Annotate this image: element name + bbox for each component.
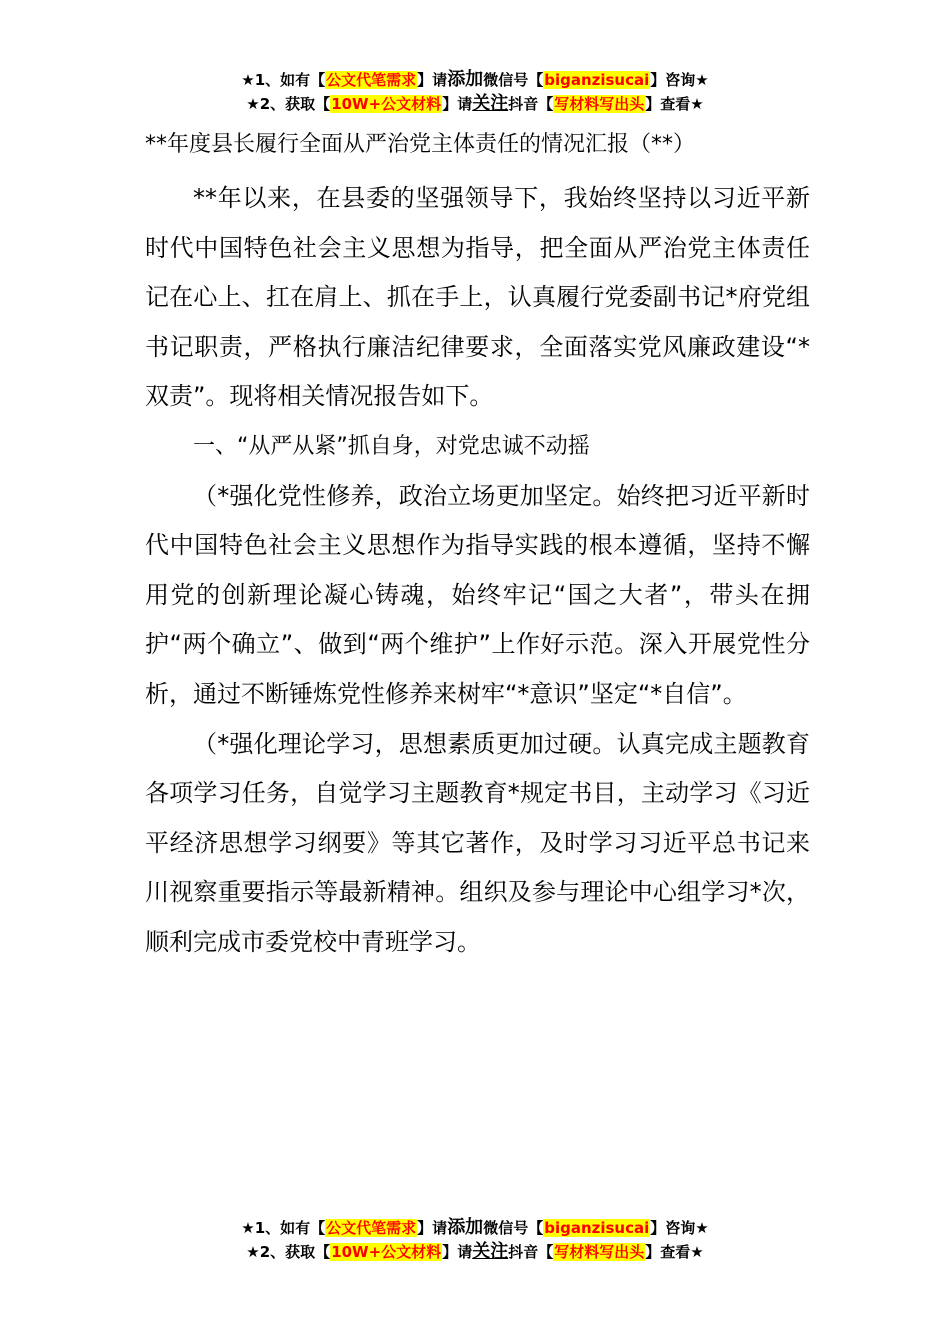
banner-text: 】咨询★ (650, 1219, 709, 1237)
document-title: **年度县长履行全面从严治党主体责任的情况汇报（**） (145, 132, 696, 157)
banner-text: 抖音【 (508, 1243, 554, 1261)
banner-emphasis: 添加 (447, 1217, 484, 1238)
banner-text: 】查看★ (645, 95, 704, 113)
paragraph-1: （*强化党性修养，政治立场更加坚定。始终把习近平新时代中国特色社会主义思想作为指导实践的根本遵循，坚持不懈用党的创新理论凝心铸魂，始终牢记“国之大者”，带头在拥护“两个确立”、做到“两个维护”上作好示范。深入开展党性分析，通过不断锤炼党性修养来树牢“*意识”坚定“*自信”。 (145, 481, 810, 708)
banner-line-1 (0, 1216, 950, 1240)
banner-text: 2、获取【 (259, 1243, 331, 1261)
banner-highlight: 10W+公文材料 (331, 1243, 442, 1261)
banner-text: 】咨询★ (650, 71, 709, 89)
banner-text: 1、如有【 (254, 71, 326, 89)
banner-emphasis: 关注 (472, 93, 509, 114)
star-icon: ★ (241, 1219, 255, 1237)
banner-line-1 (0, 68, 950, 92)
bottom-banner (0, 1216, 950, 1264)
intro-paragraph: **年以来，在县委的坚强领导下，我始终坚持以习近平新时代中国特色社会主义思想为指导，把全面从严治党主体责任记在心上、扛在肩上、抓在手上，认真履行党委副书记*府党组书记职责，严格执行廉洁纪律要求，全面落实党风廉政建设“*双责”。现将相关情况报告如下。 (145, 184, 810, 411)
top-banner (0, 68, 950, 116)
banner-text: 微信号【 (483, 1219, 544, 1237)
wechat-id-highlight: biganzisucai (544, 71, 650, 89)
section-heading-1: 一、“从严从紧”抓自身，对党忠诚不动摇 (193, 433, 590, 459)
banner-text: 】请 (417, 1219, 448, 1237)
banner-text: 微信号【 (483, 71, 544, 89)
star-icon: ★ (246, 95, 260, 113)
douyin-highlight: 写材料写出头 (554, 95, 645, 113)
banner-emphasis: 关注 (472, 1241, 509, 1262)
banner-text: 1、如有【 (254, 1219, 326, 1237)
banner-text: 抖音【 (508, 95, 554, 113)
banner-text: 】请 (442, 95, 473, 113)
banner-highlight: 公文代笔需求 (326, 71, 417, 89)
banner-text: 】请 (417, 71, 448, 89)
banner-highlight: 10W+公文材料 (331, 95, 442, 113)
banner-text: 】查看★ (645, 1243, 704, 1261)
star-icon: ★ (241, 71, 255, 89)
banner-line-2 (0, 92, 950, 116)
banner-line-2 (0, 1240, 950, 1264)
banner-text: 2、获取【 (259, 95, 331, 113)
banner-highlight: 公文代笔需求 (326, 1219, 417, 1237)
paragraph-2: （*强化理论学习，思想素质更加过硬。认真完成主题教育各项学习任务，自觉学习主题教育*规定书目，主动学习《习近平经济思想学习纲要》等其它著作，及时学习习近平总书记来川视察重要指示等最新精神。组织及参与理论中心组学习*次，顺利完成市委党校中青班学习。 (145, 729, 810, 956)
star-icon: ★ (246, 1243, 260, 1261)
douyin-highlight: 写材料写出头 (554, 1243, 645, 1261)
wechat-id-highlight: biganzisucai (544, 1219, 650, 1237)
document-body (145, 125, 810, 968)
banner-emphasis: 添加 (447, 69, 484, 90)
banner-text: 】请 (442, 1243, 473, 1261)
